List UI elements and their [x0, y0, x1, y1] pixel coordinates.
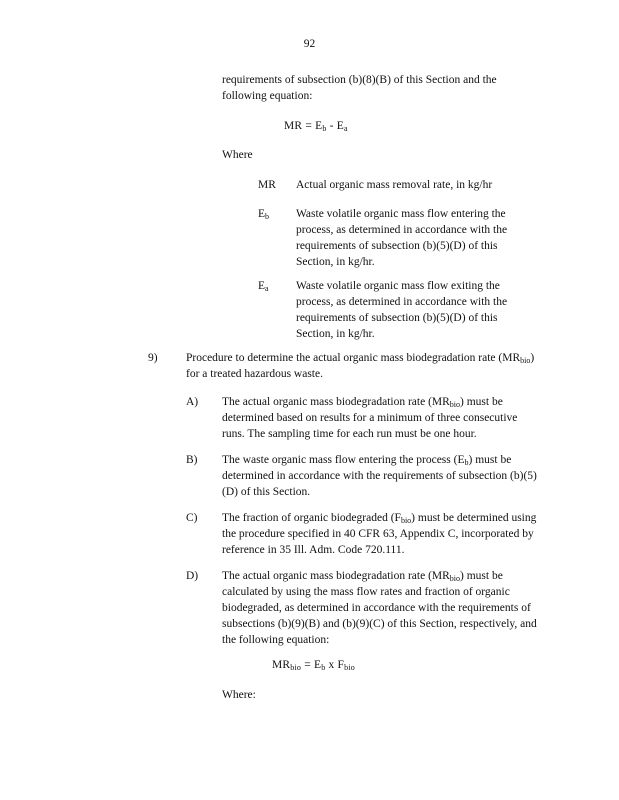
- biodegradation-equation: $MR_{bio} = E_b$ x $F_{bio}$: [272, 659, 355, 672]
- item-marker: D): [186, 570, 199, 582]
- item-marker: A): [186, 396, 199, 408]
- section-marker: 9): [148, 352, 158, 364]
- item-marker: B): [186, 454, 198, 466]
- definition-term: MR: [258, 179, 276, 191]
- item-text: The fraction of organic biodegraded $(F_{bio})$ must be determined using the procedure specified in 40 CFR 63, Appendix C, incorporated by reference in 35 Ill. Adm. Code 720.111.: [222, 512, 537, 556]
- where-label: Where: [222, 149, 253, 161]
- definition-text: Waste volatile organic mass flow exiting the process, as determined in accordance with the requirements of subsection (b)(5)(D) of this Section, in kg/hr.: [296, 280, 508, 340]
- equation-term-eb: E: [315, 120, 323, 132]
- item-text: The actual organic mass biodegradation rate $(MR_{bio})$ must be calculated by using the mass flow rates and fraction of organic biodegraded, as determined in accordance with the requirements of subsections (b)(9)(B) and (b)(9)(C) of this Section, respectively, and the following equation:: [222, 570, 537, 646]
- item-text: The actual organic mass biodegradation rate $(MR_{bio})$ must be determined based on results for a minimum of three consecutive runs. The sampling time for each run must be one hour.: [222, 396, 518, 440]
- removal-rate-equation: [284, 118, 348, 134]
- where-label-final: Where:: [222, 689, 256, 701]
- definition-term: $E_b$: [258, 208, 270, 221]
- section-heading: Procedure to determine the actual organic mass biodegradation rate $(MR_{bio})$ for a treated hazardous waste.: [186, 352, 535, 380]
- equation-sub-b: b: [322, 124, 327, 133]
- definition-text: Actual organic mass removal rate, in kg/hr: [296, 179, 493, 191]
- page-number: 92: [303, 38, 316, 50]
- equation-sub-a: a: [344, 124, 348, 133]
- equation-operator: =: [305, 120, 313, 132]
- definition-text: Waste volatile organic mass flow entering the process, as determined in accordance with the requirements of subsection (b)(5)(D) of this Section, in kg/hr.: [296, 208, 508, 268]
- definition-term: $E_a$: [258, 280, 269, 293]
- equation-minus: -: [326, 120, 337, 132]
- intro-paragraph: requirements of subsection (b)(8)(B) of this Section and the following equation:: [222, 74, 497, 102]
- equation-term-ea: E: [336, 120, 344, 132]
- item-marker: C): [186, 512, 198, 524]
- item-text: The waste organic mass flow entering the process $(E_b)$ must be determined in accordance with the requirements of subsection (b)(5)(D) of this Section.: [222, 454, 537, 498]
- equation-lhs: MR: [284, 120, 303, 132]
